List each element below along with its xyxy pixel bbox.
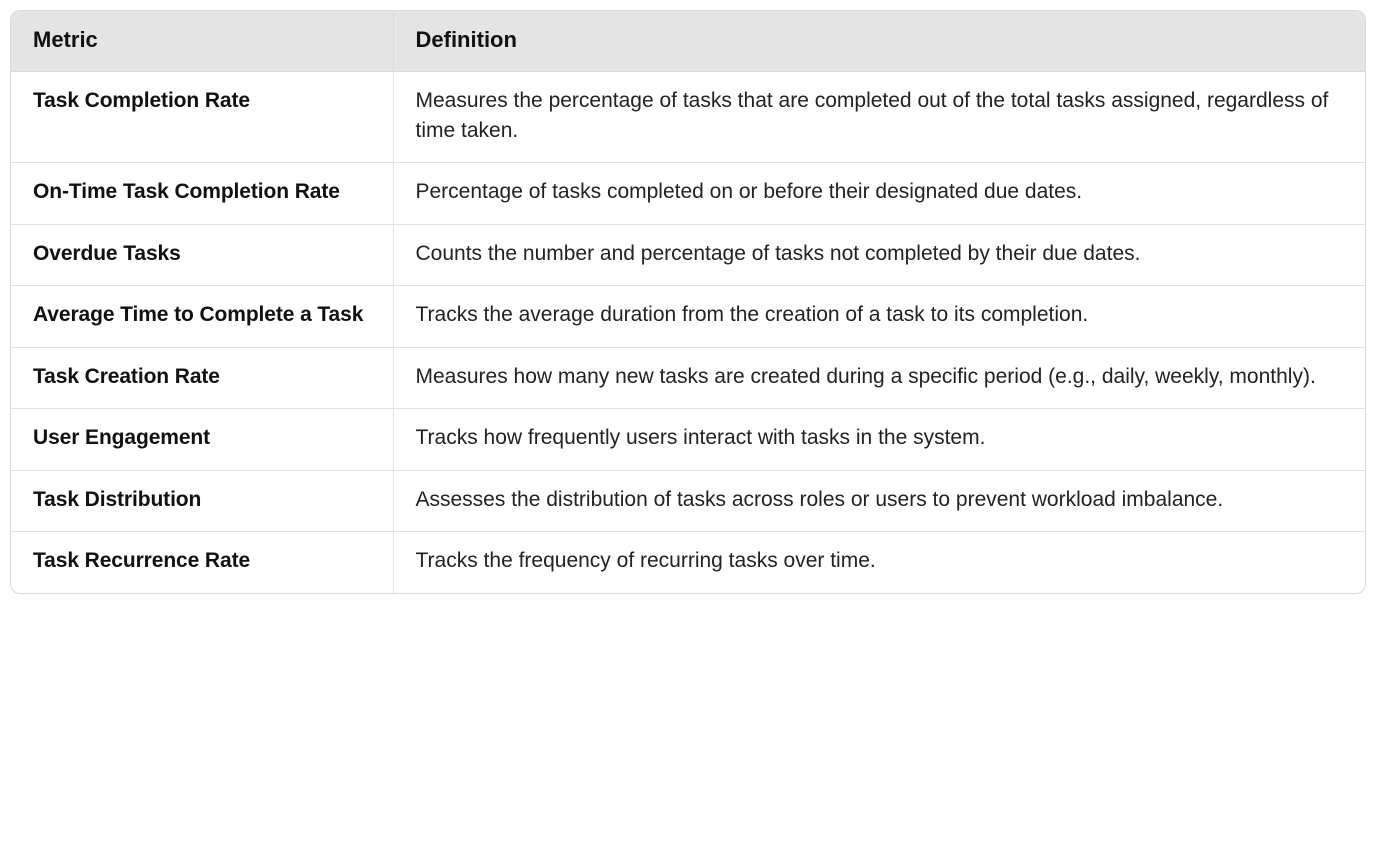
table-row — [11, 163, 1365, 224]
cell-metric: Task Creation Rate — [11, 347, 393, 408]
table-row — [11, 286, 1365, 347]
table-row — [11, 347, 1365, 408]
cell-metric: Task Distribution — [11, 470, 393, 531]
cell-definition: Counts the number and percentage of tasks not completed by their due dates. — [393, 224, 1365, 285]
table-body — [11, 71, 1365, 592]
table-header-row — [11, 11, 1365, 71]
cell-definition: Assesses the distribution of tasks across roles or users to prevent workload imbalance. — [393, 470, 1365, 531]
cell-metric: On-Time Task Completion Rate — [11, 163, 393, 224]
cell-definition: Tracks the average duration from the creation of a task to its completion. — [393, 286, 1365, 347]
table-row — [11, 71, 1365, 163]
table-row — [11, 409, 1365, 470]
table-row — [11, 470, 1365, 531]
column-header-metric: Metric — [11, 11, 393, 71]
table-header — [11, 11, 1365, 71]
cell-definition: Measures the percentage of tasks that are completed out of the total tasks assigned, regardless of time taken. — [393, 71, 1365, 163]
cell-metric: Overdue Tasks — [11, 224, 393, 285]
metrics-table — [11, 11, 1365, 593]
cell-metric: Task Completion Rate — [33, 88, 250, 112]
cell-definition: Percentage of tasks completed on or before their designated due dates. — [393, 163, 1365, 224]
metrics-table-container — [10, 10, 1366, 594]
cell-definition: Measures how many new tasks are created during a specific period (e.g., daily, weekly, monthly). — [393, 347, 1365, 408]
column-header-definition: Definition — [393, 11, 1365, 71]
table-row — [11, 532, 1365, 593]
cell-definition: Tracks how frequently users interact with tasks in the system. — [393, 409, 1365, 470]
cell-metric: User Engagement — [11, 409, 393, 470]
cell-metric: Average Time to Complete a Task — [11, 286, 393, 347]
cell-metric: Task Recurrence Rate — [11, 532, 393, 593]
table-row — [11, 224, 1365, 285]
cell-definition: Tracks the frequency of recurring tasks over time. — [393, 532, 1365, 593]
